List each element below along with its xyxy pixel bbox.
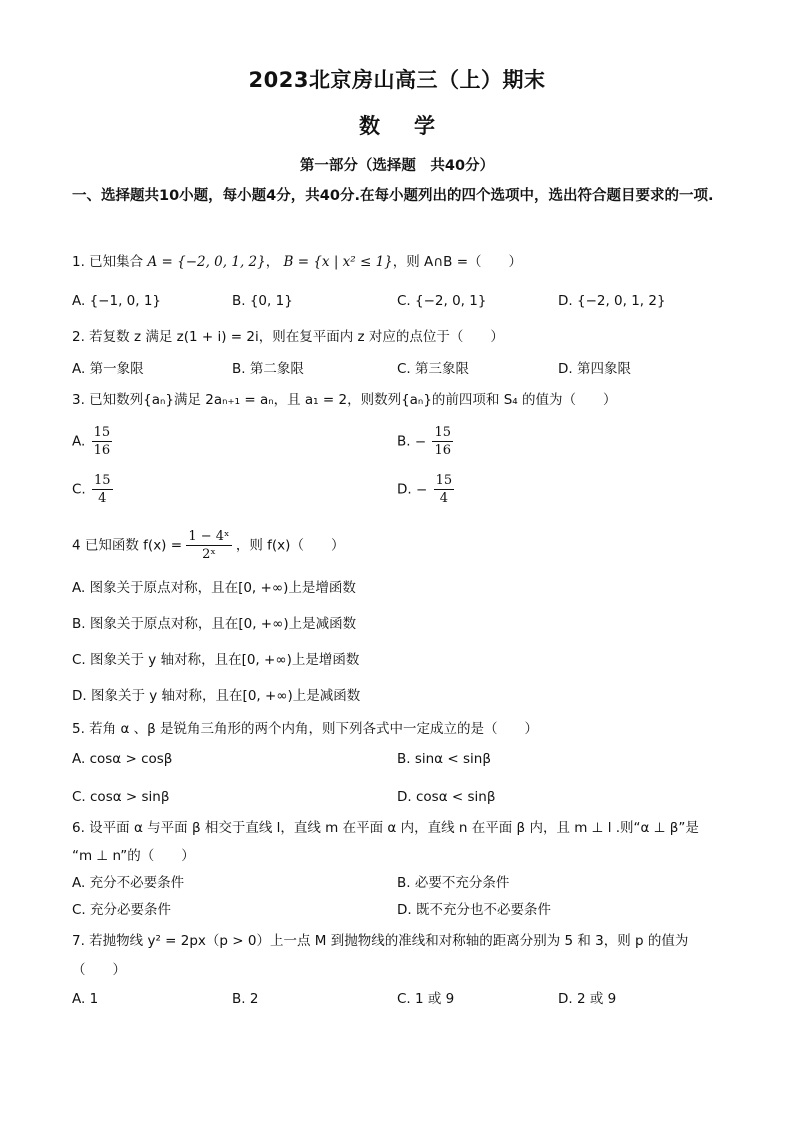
question-6-line-1: 6. 设平面 α 与平面 β 相交于直线 l，直线 m 在平面 α 内，直线 n 在平面 β 内，且 m ⊥ l .则“α ⊥ β”是 (72, 820, 699, 836)
q1-option-d: D. {−2, 0, 1, 2} (558, 293, 666, 309)
q4-option-a: A. 图象关于原点对称，且在[0, +∞)上是增函数 (72, 580, 356, 596)
q5-option-b: B. sinα < sinβ (397, 751, 491, 767)
q1-option-b: B. {0, 1} (232, 293, 293, 309)
fraction: $\frac{15}{4}$ (435, 473, 453, 506)
q2-option-c: C. 第三象限 (397, 361, 470, 377)
q7-option-a: A. 1 (72, 991, 99, 1007)
q2-option-b: B. 第二象限 (232, 361, 304, 377)
question-3: 3. 已知数列{aₙ}满足 2aₙ₊₁ = aₙ，且 a₁ = 2，则数列{aₙ}的前四项和 S₄ 的值为（ ） (72, 392, 617, 408)
question-1 (72, 251, 727, 273)
function-fraction: $\frac{\text{1 − 4ˣ}}{\text{2ˣ}}$ (188, 529, 230, 562)
set-a: A = {−2, 0, 1, 2} (147, 254, 266, 270)
q1-option-a: A. {−1, 0, 1} (72, 293, 162, 309)
q4-option-c: C. 图象关于 y 轴对称，且在[0, +∞)上是增函数 (72, 652, 360, 668)
question-4: 4 已知函数 f(x) = $\frac{\text{1 − 4ˣ}}{\text{2ˣ}}$ ，则 f(x)（ ） (72, 529, 345, 562)
fraction: $\frac{15}{16}$ (93, 425, 111, 458)
q4-option-b: B. 图象关于原点对称，且在[0, +∞)上是减函数 (72, 616, 357, 632)
q5-option-a: A. cosα > cosβ (72, 751, 173, 767)
q2-option-a: A. 第一象限 (72, 361, 144, 377)
set-b: B = {x | x² ≤ 1} (283, 254, 393, 270)
q6-option-d: D. 既不充分也不必要条件 (397, 902, 551, 918)
section-instructions: 一、选择题共10小题，每小题4分，共40分.在每小题列出的四个选项中，选出符合题目要求的一项. (72, 188, 714, 204)
question-7-line-1: 7. 若抛物线 y² = 2px（p > 0）上一点 M 到抛物线的准线和对称轴的距离分别为 5 和 3，则 p 的值为 (72, 933, 689, 949)
q5-option-d: D. cosα < sinβ (397, 789, 496, 805)
question-5: 5. 若角 α 、β 是锐角三角形的两个内角，则下列各式中一定成立的是（ ） (72, 721, 539, 737)
question-6-line-2: “m ⊥ n”的（ ） (72, 848, 195, 864)
q6-option-c: C. 充分必要条件 (72, 902, 172, 918)
question-7-line-2: （ ） (72, 962, 126, 978)
q7-option-d: D. 2 或 9 (558, 991, 617, 1007)
q6-option-a: A. 充分不必要条件 (72, 875, 185, 891)
subject-title: 数学 (359, 114, 469, 138)
q3-option-d: D. − $\frac{15}{4}$ (397, 473, 453, 506)
q3-option-c: C. $\frac{15}{4}$ (72, 473, 111, 506)
q4-option-d: D. 图象关于 y 轴对称，且在[0, +∞)上是减函数 (72, 688, 361, 704)
question-2: 2. 若复数 z 满足 z(1 + i) = 2i，则在复平面内 z 对应的点位于（ ） (72, 329, 504, 345)
q5-option-c: C. cosα > sinβ (72, 789, 170, 805)
part-heading: 第一部分（选择题 共40分） (299, 158, 495, 174)
q3-option-a: A. $\frac{15}{16}$ (72, 425, 111, 458)
fraction: $\frac{15}{16}$ (434, 425, 452, 458)
q2-option-d: D. 第四象限 (558, 361, 631, 377)
question-1-sep: ， (265, 254, 280, 270)
q7-option-b: B. 2 (232, 991, 259, 1007)
q1-option-c: C. {−2, 0, 1} (397, 293, 487, 309)
q7-option-c: C. 1 或 9 (397, 991, 455, 1007)
exam-title: 2023北京房山高三（上）期末 (248, 68, 546, 92)
q6-option-b: B. 必要不充分条件 (397, 875, 510, 891)
question-1-post: ，则 A∩B =（ ） (392, 254, 523, 270)
question-1-pre: 1. 已知集合 (72, 254, 144, 270)
fraction: $\frac{15}{4}$ (94, 473, 111, 506)
q3-option-b: B. − $\frac{15}{16}$ (397, 425, 452, 458)
